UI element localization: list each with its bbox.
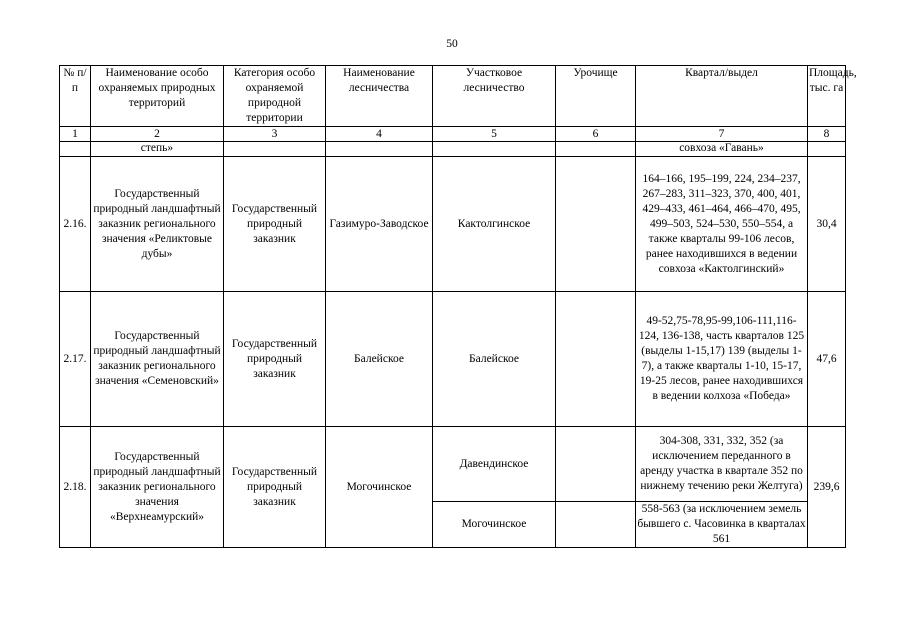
continuation-name: степь» bbox=[91, 142, 224, 157]
district-forestry: Могочинское bbox=[433, 502, 556, 548]
reserve-category: Государственный природный заказник bbox=[224, 292, 326, 427]
continuation-quarter: совхоза «Гавань» bbox=[636, 142, 808, 157]
district-forestry: Давендинское bbox=[433, 427, 556, 502]
reserves-table bbox=[59, 65, 857, 548]
row-number: 2.18. bbox=[60, 427, 91, 548]
table-row bbox=[60, 157, 846, 292]
area-value: 30,4 bbox=[808, 157, 846, 292]
column-number: 1 bbox=[60, 127, 91, 142]
header-quarter: Квартал/выдел bbox=[636, 66, 808, 127]
reserve-name: Государственный природный ландшафтный заказник регионального значения «Реликтовые дубы» bbox=[91, 157, 224, 292]
forestry-name: Балейское bbox=[326, 292, 433, 427]
table-row bbox=[60, 292, 846, 427]
header-category: Категория особо охраняемой природной территории bbox=[224, 66, 326, 127]
header-row bbox=[60, 66, 846, 127]
tract-name bbox=[556, 427, 636, 502]
forestry-name: Могочинское bbox=[326, 427, 433, 548]
quarter-list: 558-563 (за исключением земель бывшего с. Часовинка в кварталах 561 bbox=[636, 502, 808, 548]
quarter-list: 304-308, 331, 332, 352 (за исключением переданного в аренду участка в квартале 352 по нижнему течению реки Желтуга) bbox=[636, 427, 808, 502]
area-value: 47,6 bbox=[808, 292, 846, 427]
row-number: 2.16. bbox=[60, 157, 91, 292]
column-number: 3 bbox=[224, 127, 326, 142]
header-tract: Урочище bbox=[556, 66, 636, 127]
continuation-category-cell bbox=[224, 142, 326, 157]
quarter-list: 164–166, 195–199, 224, 234–237, 267–283, 311–323, 370, 400, 401, 429–433, 461–464, 466–470, 495, 499–503, 524–530, 550–554, а также кварталы 99-106 лесов, ранее находившихся в ведении совхоза «Кактолгинский» bbox=[636, 157, 808, 292]
continuation-num-cell bbox=[60, 142, 91, 157]
page-number: 50 bbox=[446, 38, 458, 50]
continuation-area-cell bbox=[808, 142, 846, 157]
column-number-row bbox=[60, 127, 846, 142]
district-forestry: Кактолгинское bbox=[433, 157, 556, 292]
column-number: 6 bbox=[556, 127, 636, 142]
quarter-list: 49-52,75-78,95-99,106-111,116-124, 136-138, часть кварталов 125 (выделы 1-15,17) 139 (выделы 1-7), а также кварталы 1-10, 15-17, 19-25 лесов, ранее находившихся в ведении колхоза «Победа» bbox=[636, 292, 808, 427]
header-area: Площадь, тыс. га bbox=[808, 66, 846, 127]
column-number: 7 bbox=[636, 127, 808, 142]
column-number: 2 bbox=[91, 127, 224, 142]
header-district: Участковое лесничество bbox=[433, 66, 556, 127]
forestry-name: Газимуро-Заводское bbox=[326, 157, 433, 292]
reserve-name: Государственный природный ландшафтный заказник регионального значения «Семеновский» bbox=[91, 292, 224, 427]
table-row bbox=[60, 427, 846, 502]
reserve-category: Государственный природный заказник bbox=[224, 427, 326, 548]
continuation-district-cell bbox=[433, 142, 556, 157]
continuation-row bbox=[60, 142, 846, 157]
header-forestry: Наименование лесничества bbox=[326, 66, 433, 127]
row-number: 2.17. bbox=[60, 292, 91, 427]
column-number: 5 bbox=[433, 127, 556, 142]
tract-name bbox=[556, 157, 636, 292]
column-number: 4 bbox=[326, 127, 433, 142]
tract-name bbox=[556, 502, 636, 548]
reserve-category: Государственный природный заказник bbox=[224, 157, 326, 292]
tract-name bbox=[556, 292, 636, 427]
header-name: Наименование особо охраняемых природных территорий bbox=[91, 66, 224, 127]
continuation-tract-cell bbox=[556, 142, 636, 157]
reserve-name: Государственный природный ландшафтный заказник регионального значения «Верхнеамурский» bbox=[91, 427, 224, 548]
continuation-forestry-cell bbox=[326, 142, 433, 157]
column-number: 8 bbox=[808, 127, 846, 142]
header-num: № п/п bbox=[60, 66, 91, 127]
area-value: 239,6 bbox=[808, 427, 846, 548]
district-forestry: Балейское bbox=[433, 292, 556, 427]
